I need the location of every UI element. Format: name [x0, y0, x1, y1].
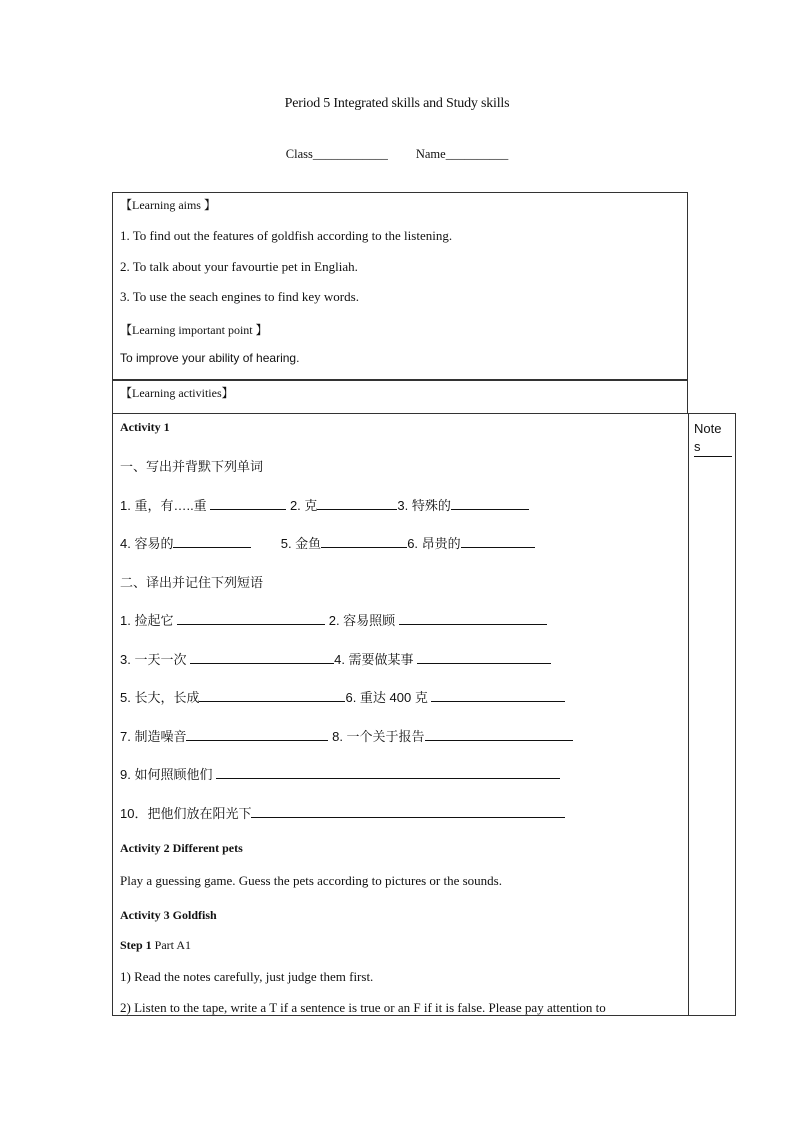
page-title: Period 5 Integrated skills and Study skills [284, 96, 510, 111]
answer-blank[interactable] [177, 612, 325, 625]
answer-blank[interactable] [186, 728, 328, 741]
important-point-heading: 【Learning important point 】 [120, 323, 268, 337]
answer-blank[interactable] [425, 728, 573, 741]
answer-blank[interactable] [251, 805, 565, 818]
aim-item: 3. To use the seach engines to find key words. [120, 289, 359, 304]
part2-heading: 二、译出并记住下列短语 [120, 575, 264, 590]
phrase-prompt: 2. 容易照顾 [328, 613, 396, 628]
phrase-row [120, 764, 560, 783]
phrase-prompt: 6. 重达 400 克 [345, 690, 428, 705]
answer-blank[interactable] [199, 689, 345, 702]
part1-heading: 一、写出并背默下列单词 [120, 459, 264, 474]
activity2-text: Play a guessing game. Guess the pets according to pictures or the sounds. [120, 873, 502, 888]
important-point-text: To improve your ability of hearing. [120, 351, 300, 365]
answer-blank[interactable] [321, 535, 407, 548]
answer-blank[interactable] [451, 497, 529, 510]
answer-blank[interactable] [417, 651, 551, 664]
aims-heading: 【Learning aims 】 [120, 198, 216, 212]
word-prompt: 5. 金鱼 [280, 536, 322, 551]
aim-item: 1. To find out the features of goldfish according to the listening. [120, 228, 453, 243]
class-field: Class____________ [285, 147, 388, 161]
answer-blank[interactable] [190, 651, 334, 664]
phrase-row [120, 687, 565, 706]
step1-item: 1) Read the notes carefully, just judge them first. [120, 969, 374, 984]
phrase-prompt: 10．把他们放在阳光下 [120, 806, 252, 821]
step1-title: Step 1 [120, 938, 152, 952]
answer-blank[interactable] [399, 612, 547, 625]
phrase-prompt: 4. 需要做某事 [334, 652, 414, 667]
step1-item: 2) Listen to the tape, write a T if a sentence is true or an F if it is false. Please pay attention to [120, 1000, 606, 1015]
answer-blank[interactable] [431, 689, 565, 702]
word-prompt: 6. 昂贵的 [407, 536, 461, 551]
phrase-row [120, 610, 547, 629]
word-prompt: 2. 克 [289, 498, 318, 513]
words-row-2 [120, 533, 535, 552]
activity2-title: Activity 2 Different pets [120, 841, 243, 855]
answer-blank[interactable] [216, 766, 560, 779]
phrase-prompt: 8. 一个关于报告 [332, 729, 425, 744]
activity1-title: Activity 1 [120, 420, 170, 434]
step1-line [120, 938, 191, 953]
phrase-row [120, 726, 573, 745]
phrase-prompt: 9. 如何照顾他们 [120, 767, 213, 782]
activities-heading: 【Learning activities】 [120, 386, 234, 400]
answer-blank[interactable] [317, 497, 397, 510]
phrase-row [120, 803, 565, 822]
phrase-prompt: 3. 一天一次 [120, 652, 187, 667]
word-prompt: 4. 容易的 [120, 536, 174, 551]
phrase-prompt: 5. 长大，长成 [120, 690, 200, 705]
answer-blank[interactable] [173, 535, 251, 548]
name-field: Name__________ [415, 147, 509, 161]
activity3-title: Activity 3 Goldfish [120, 908, 217, 922]
phrase-prompt: 1. 捡起它 [120, 613, 174, 628]
word-prompt: 1. 重，有…..重 [120, 498, 207, 513]
answer-blank[interactable] [461, 535, 535, 548]
phrase-row [120, 649, 551, 668]
phrase-prompt: 7. 制造噪音 [120, 729, 187, 744]
answer-blank[interactable] [210, 497, 286, 510]
notes-label: Note s [694, 420, 734, 457]
words-row-1 [120, 495, 529, 514]
aim-item: 2. To talk about your favourtie pet in Engliah. [120, 259, 358, 274]
word-prompt: 3. 特殊的 [397, 498, 451, 513]
notes-box [688, 413, 736, 1016]
class-name-line [0, 147, 794, 162]
step1-part: Part A1 [154, 938, 192, 952]
